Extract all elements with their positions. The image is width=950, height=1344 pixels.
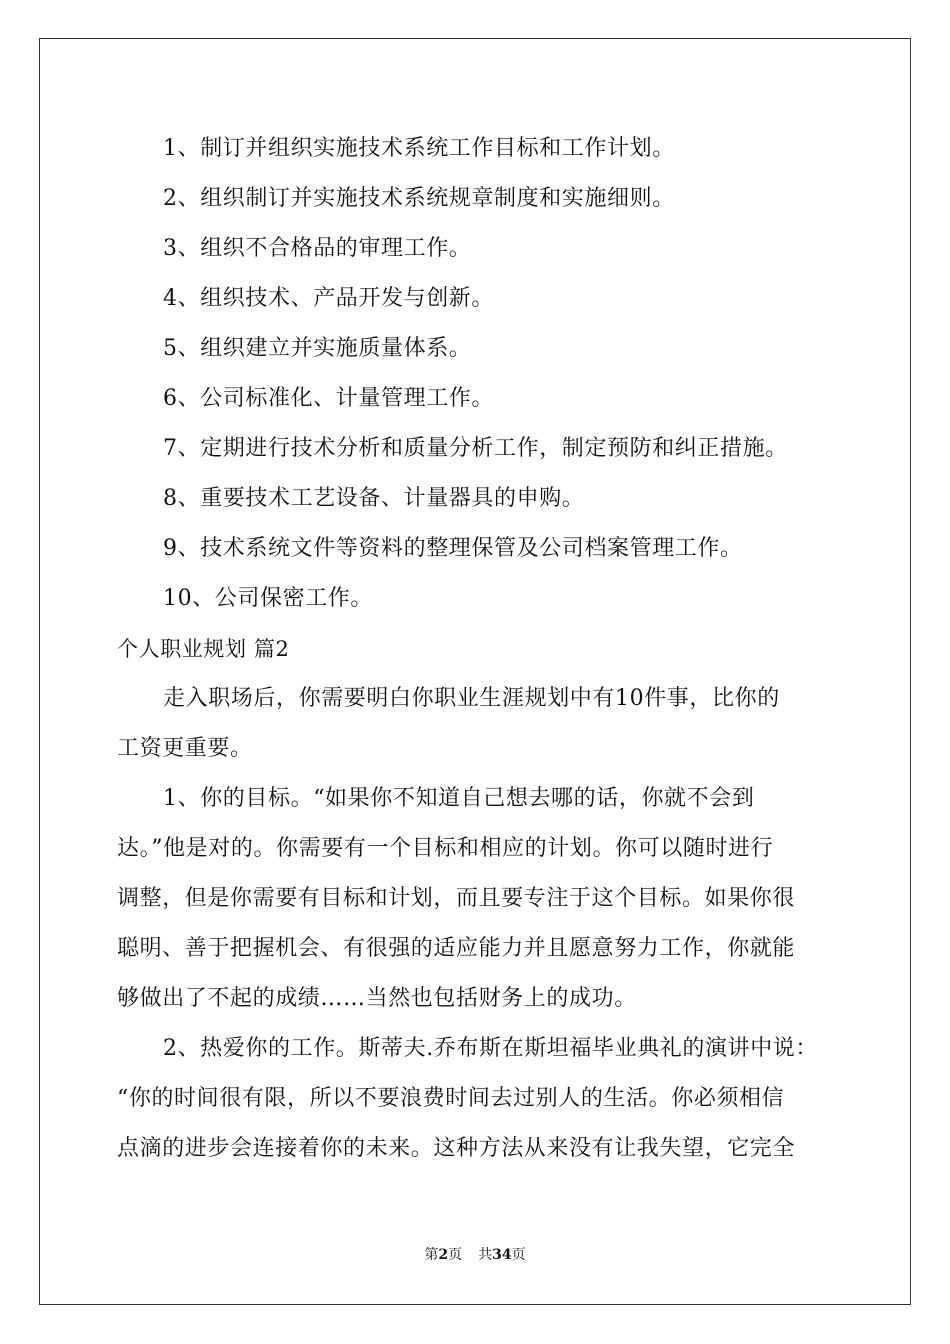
- list-item: 5、组织建立并实施质量体系。: [163, 336, 472, 361]
- paragraph-line: 1、你的目标。“如果你不知道自己想去哪的话，你就不会到: [163, 786, 755, 811]
- list-item: 8、重要技术工艺设备、计量器具的申购。: [163, 486, 585, 511]
- paragraph-line: 点滴的进步会连接着你的未来。这种方法从来没有让我失望，它完全: [117, 1136, 796, 1161]
- total-label: 页: [511, 1247, 526, 1263]
- paragraph-line: 2、热爱你的工作。斯蒂夫.乔布斯在斯坦福毕业典礼的演讲中说：: [163, 1036, 818, 1061]
- list-item: 4、组织技术、产品开发与创新。: [163, 286, 494, 311]
- current-page-number: 2: [438, 1247, 449, 1263]
- paragraph-line: 工资更重要。: [117, 736, 253, 761]
- paragraph-line: 聪明、善于把握机会、有很强的适应能力并且愿意努力工作，你就能: [117, 936, 796, 961]
- page-border: [39, 38, 911, 1305]
- list-item: 10、公司保密工作。: [163, 586, 373, 611]
- list-item: 3、组织不合格品的审理工作。: [163, 236, 472, 261]
- list-item: 6、公司标准化、计量管理工作。: [163, 386, 494, 411]
- list-item: 1、制订并组织实施技术系统工作目标和工作计划。: [163, 136, 675, 161]
- page-label: 页: [448, 1247, 463, 1263]
- paragraph-line: 达。”他是对的。你需要有一个目标和相应的计划。你可以随时进行: [117, 836, 774, 861]
- paragraph-line: 够做出了不起的成绩……当然也包括财务上的成功。: [117, 986, 637, 1011]
- total-prefix: 共: [478, 1247, 493, 1263]
- page-prefix: 第: [424, 1247, 439, 1263]
- list-item: 7、定期进行技术分析和质量分析工作，制定预防和纠正措施。: [163, 436, 788, 461]
- total-pages-number: 34: [492, 1247, 512, 1263]
- section-heading: 个人职业规划 篇2: [117, 637, 290, 661]
- list-item: 9、技术系统文件等资料的整理保管及公司档案管理工作。: [163, 536, 743, 561]
- page-indicator: [0, 1246, 950, 1264]
- list-item: 2、组织制订并实施技术系统规章制度和实施细则。: [163, 186, 675, 211]
- paragraph-line: “你的时间很有限，所以不要浪费时间去过别人的生活。你必须相信: [117, 1086, 785, 1111]
- paragraph-line: 走入职场后，你需要明白你职业生涯规划中有10件事，比你的: [163, 686, 780, 711]
- paragraph-line: 调整，但是你需要有目标和计划，而且要专注于这个目标。如果你很: [117, 886, 796, 911]
